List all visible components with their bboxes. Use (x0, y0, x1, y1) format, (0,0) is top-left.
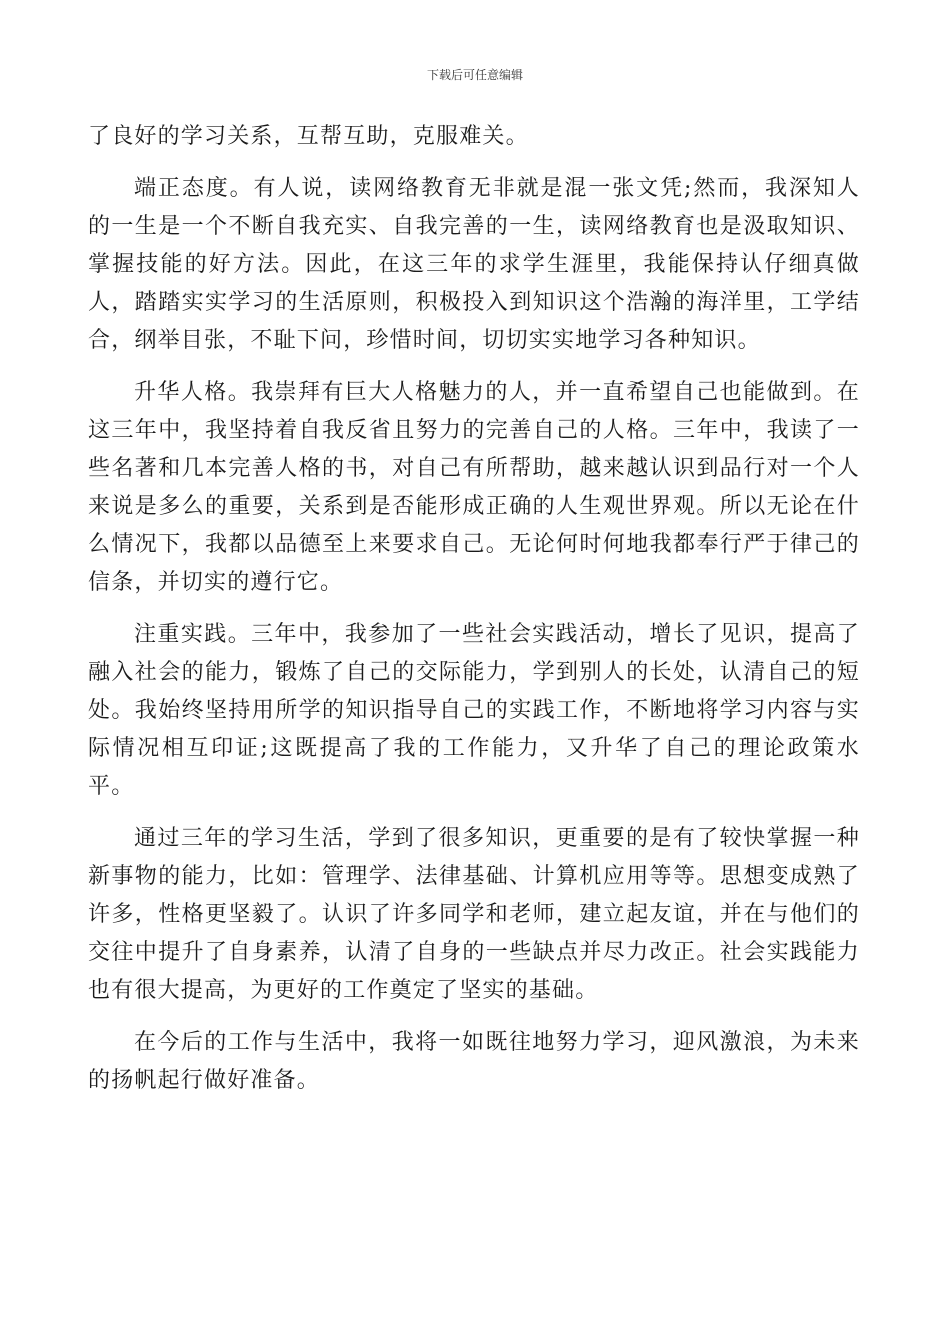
paragraph-personality: 升华人格。我崇拜有巨大人格魅力的人，并一直希望自己也能做到。在这三年中，我坚持着自我反省且努力的完善自己的人格。三年中，我读了一些名著和几本完善人格的书，对自己有所帮助，越来越认识到品行对一个人来说是多么的重要，关系到是否能形成正确的人生观世界观。所以无论在什么情况下，我都以品德至上来要求自己。无论何时何地我都奉行严于律己的信条，并切实的遵行它。 (88, 380, 860, 595)
page-header-note: 下载后可任意编辑 (426, 68, 523, 82)
paragraph-continuation: 了良好的学习关系，互帮互助，克服难关。 (88, 124, 529, 149)
paragraph-attitude: 端正态度。有人说，读网络教育无非就是混一张文凭;然而，我深知人的一生是一个不断自我充实、自我完善的一生，读网络教育也是汲取知识、掌握技能的好方法。因此，在这三年的求学生涯里，我能保持认仔细真做人，踏踏实实学习的生活原则，积极投入到知识这个浩瀚的海洋里，工学结合，纲举目张，不耻下问，珍惜时间，切切实实地学习各种知识。 (88, 176, 860, 353)
paragraph-practice: 注重实践。三年中，我参加了一些社会实践活动，增长了见识，提高了融入社会的能力，锻炼了自己的交际能力，学到别人的长处，认清自己的短处。我始终坚持用所学的知识指导自己的实践工作，不断地将学习内容与实际情况相互印证;这既提高了我的工作能力，又升华了自己的理论政策水平。 (88, 622, 860, 799)
document-body (88, 118, 860, 1114)
paragraph-future: 在今后的工作与生活中，我将一如既往地努力学习，迎风激浪，为未来的扬帆起行做好准备。 (88, 1030, 860, 1093)
paragraph-summary: 通过三年的学习生活，学到了很多知识，更重要的是有了较快掌握一种新事物的能力，比如：管理学、法律基础、计算机应用等等。思想变成熟了许多，性格更坚毅了。认识了许多同学和老师，建立起友谊，并在与他们的交往中提升了自身素养，认清了自身的一些缺点并尽力改正。社会实践能力也有很大提高，为更好的工作奠定了坚实的基础。 (88, 826, 860, 1003)
